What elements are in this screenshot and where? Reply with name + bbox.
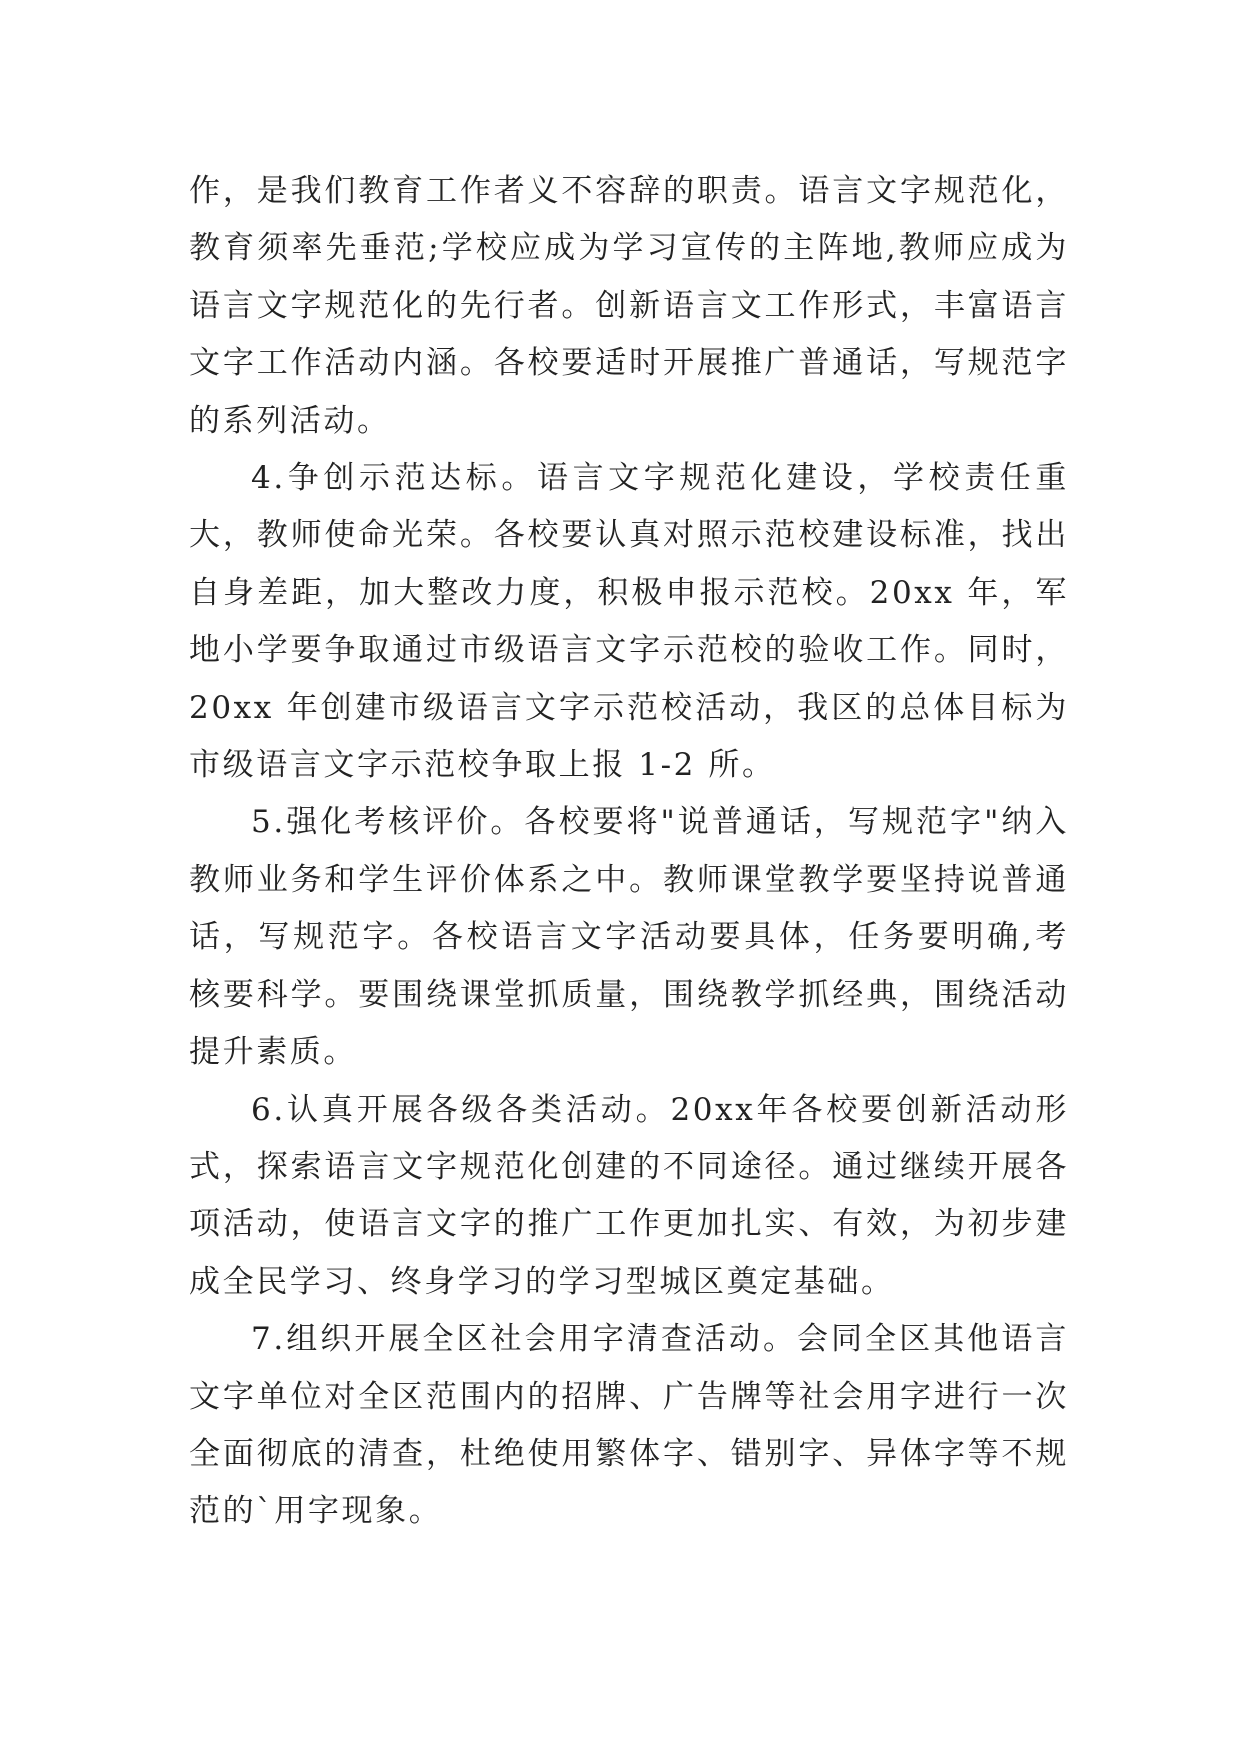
paragraph-intro-continuation: 作，是我们教育工作者义不容辞的职责。语言文字规范化，教育须率先垂范;学校应成为学习宣传的主阵地,教师应成为语言文字规范化的先行者。创新语言文工作形式，丰富语言文字工作活动内涵。各校要适时开展推广普通话，写规范字的系列活动。 bbox=[189, 173, 1069, 439]
paragraph-item-6: 6.认真开展各级各类活动。20xx年各校要创新活动形式，探索语言文字规范化创建的不同途径。通过继续开展各项活动，使语言文字的推广工作更加扎实、有效，为初步建成全民学习、终身学习的学习型城区奠定基础。 bbox=[189, 1091, 1069, 1300]
paragraph-item-5: 5.强化考核评价。各校要将"说普通话，写规范字"纳入教师业务和学生评价体系之中。教师课堂教学要坚持说普通话，写规范字。各校语言文字活动要具体，任务要明确,考核要科学。要围绕课堂抓质量，围绕教学抓经典，围绕活动提升素质。 bbox=[189, 804, 1069, 1071]
paragraph-item-7: 7.组织开展全区社会用字清查活动。会同全区其他语言文字单位对全区范围内的招牌、广告牌等社会用字进行一次全面彻底的清查，杜绝使用繁体字、错别字、异体字等不规范的`用字现象。 bbox=[189, 1321, 1069, 1530]
paragraph-item-4: 4.争创示范达标。语言文字规范化建设，学校责任重大，教师使命光荣。各校要认真对照示范校建设标准，找出自身差距，加大整改力度，积极申报示范校。20xx 年，军地小学要争取通过市级语言文字示范校的验收工作。同时，20xx 年创建市级语言文字示范校活动，我区的总体目标为市级语言文字示范校争取上报 1-2 所。 bbox=[189, 460, 1069, 784]
document-page bbox=[189, 163, 1069, 1541]
